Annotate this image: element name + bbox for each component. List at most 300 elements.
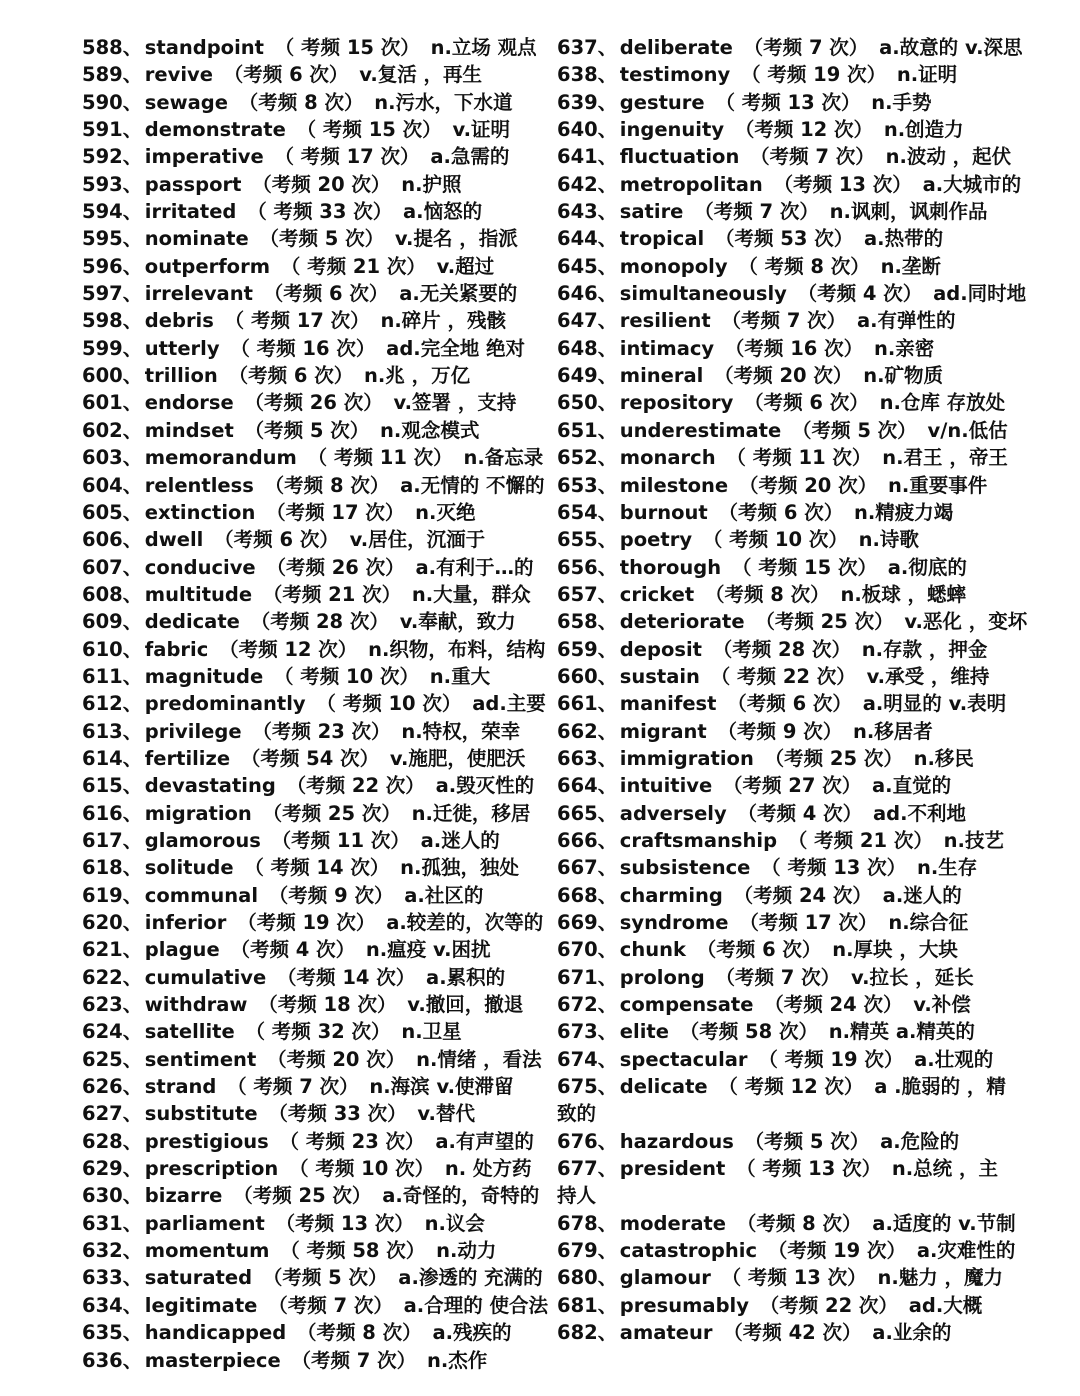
entry-word: satellite: [144, 1020, 235, 1044]
entry-frequency: （ 考频 23 次）: [279, 1129, 425, 1153]
entry-word: trillion: [144, 364, 218, 388]
entry-meaning: v.承受 ，维持: [866, 664, 990, 688]
entry-word: moderate: [619, 1211, 727, 1235]
vocab-entry: [82, 362, 537, 389]
entry-word: glamorous: [144, 828, 261, 852]
entry-frequency: （考频 5 次）: [744, 1129, 870, 1153]
vocab-entry: [82, 225, 537, 252]
vocab-entry: [557, 827, 1017, 854]
entry-word: deliberate: [619, 36, 733, 59]
entry-meaning: ad.主要: [472, 692, 546, 716]
entry-meaning: n.移民: [913, 746, 974, 770]
entry-word: underestimate: [619, 418, 782, 442]
entry-meaning: v.施肥，使肥沃: [389, 746, 526, 770]
entry-number: 612、: [82, 692, 143, 716]
entry-word: legitimate: [144, 1293, 258, 1317]
vocab-entry: [557, 772, 1017, 799]
vocab-entry: [82, 800, 537, 827]
vocab-entry: [82, 1319, 537, 1346]
entry-meaning: n.迁徙，移居: [411, 801, 531, 825]
entry-meaning: a.无情的 不懈的: [400, 473, 545, 497]
entry-word: magnitude: [144, 664, 264, 688]
vocab-entry: [82, 389, 537, 416]
entry-word: multitude: [144, 582, 253, 606]
vocab-entry: [82, 936, 537, 963]
entry-word: fabric: [144, 637, 209, 661]
vocab-entry: [82, 89, 537, 116]
entry-meaning: n.魅力 ，魔力: [877, 1266, 1004, 1290]
vocab-entry: [557, 1155, 1017, 1210]
entry-meaning: a.急需的: [430, 145, 510, 169]
entry-meaning: n.碎片 ，残骸: [380, 309, 507, 333]
entry-meaning: a.故意的 v.深思: [879, 36, 1023, 59]
vocab-entry: [557, 964, 1017, 991]
entry-frequency: （ 考频 11 次）: [307, 446, 453, 470]
vocab-entry: [557, 253, 1017, 280]
entry-word: deposit: [619, 637, 702, 661]
entry-number: 677、: [557, 1157, 618, 1181]
vocab-entry: [82, 143, 537, 170]
entry-word: momentum: [144, 1239, 270, 1263]
entry-word: catastrophic: [619, 1239, 758, 1263]
entry-frequency: （考频 21 次）: [262, 582, 402, 606]
entry-meaning: n.卫星: [401, 1020, 462, 1044]
vocab-entry: [557, 1264, 1017, 1291]
entry-word: passport: [144, 172, 242, 196]
entry-meaning: n.厚块 ，大块: [832, 938, 958, 962]
entry-word: prolong: [619, 965, 705, 989]
entry-number: 589、: [82, 63, 143, 87]
entry-meaning: a.明显的 v.表明: [862, 692, 1007, 716]
vocab-entry: [557, 936, 1017, 963]
entry-meaning: v.签署 ，支持: [393, 391, 517, 415]
entry-word: chunk: [619, 938, 686, 962]
entry-number: 627、: [82, 1102, 143, 1126]
entry-frequency: （ 考频 11 次）: [726, 446, 872, 470]
entry-word: ingenuity: [619, 118, 725, 142]
entry-meaning: n. 处方药: [444, 1157, 532, 1181]
entry-word: monarch: [619, 446, 716, 470]
entry-number: 617、: [82, 828, 143, 852]
entry-frequency: （ 考频 22 次）: [710, 664, 856, 688]
entry-number: 588、: [82, 36, 143, 59]
entry-number: 662、: [557, 719, 618, 743]
entry-word: bizarre: [144, 1184, 223, 1208]
entry-frequency: （ 考频 13 次）: [721, 1266, 867, 1290]
entry-word: amateur: [619, 1321, 713, 1345]
entry-number: 605、: [82, 500, 143, 524]
entry-frequency: （考频 6 次）: [228, 364, 354, 388]
vocab-entry: [82, 417, 537, 444]
entry-number: 639、: [557, 90, 618, 114]
entry-word: glamour: [619, 1266, 711, 1290]
vocab-entry: [557, 690, 1017, 717]
entry-number: 615、: [82, 774, 143, 798]
entry-frequency: （ 考频 8 次）: [738, 254, 870, 278]
entry-word: communal: [144, 883, 258, 907]
entry-number: 656、: [557, 555, 618, 579]
entry-frequency: （考频 16 次）: [724, 336, 864, 360]
entry-word: satire: [619, 200, 684, 224]
entry-number: 659、: [557, 637, 618, 661]
entry-word: repository: [619, 391, 734, 415]
vocab-entry: [82, 472, 545, 499]
entry-number: 654、: [557, 500, 618, 524]
entry-meaning: a.彻底的: [887, 555, 967, 579]
vocab-entry: [82, 1073, 537, 1100]
entry-meaning: n.讽刺，讽刺作品: [829, 200, 988, 224]
entry-frequency: （考频 19 次）: [237, 911, 376, 934]
entry-frequency: （考频 14 次）: [277, 965, 416, 989]
entry-meaning: a.累积的: [426, 965, 506, 989]
entry-frequency: （ 考频 12 次）: [718, 1075, 864, 1099]
entry-number: 608、: [82, 582, 143, 606]
vocab-entry: [557, 171, 1022, 198]
vocab-entry: [82, 1292, 548, 1319]
entry-meaning: n.亲密: [873, 336, 935, 360]
entry-frequency: （ 考频 10 次）: [316, 692, 462, 716]
entry-word: imperative: [144, 145, 264, 169]
entry-frequency: （考频 6 次）: [718, 500, 844, 524]
entry-number: 620、: [82, 911, 143, 934]
entry-frequency: （考频 7 次）: [750, 145, 875, 169]
entry-word: endorse: [144, 391, 234, 415]
entry-frequency: （考频 17 次）: [266, 500, 405, 524]
entry-meaning: v.超过: [436, 254, 495, 278]
vocab-entry: [557, 554, 1017, 581]
entry-meaning: n.大量，群众: [411, 582, 531, 606]
entry-frequency: （考频 7 次）: [721, 309, 847, 333]
entry-word: resilient: [619, 309, 711, 333]
vocab-entry: [82, 854, 537, 881]
entry-meaning: a.迷人的: [420, 828, 500, 852]
vocab-entry: [82, 663, 537, 690]
entry-number: 590、: [82, 90, 143, 114]
entry-number: 669、: [557, 911, 618, 934]
entry-frequency: （考频 7 次）: [715, 965, 841, 989]
entry-meaning: n.证明: [896, 63, 958, 87]
entry-frequency: （ 考频 17 次）: [274, 145, 420, 169]
entry-word: masterpiece: [144, 1348, 281, 1372]
entry-frequency: （ 考频 13 次）: [715, 90, 861, 114]
entry-meaning: a.残疾的: [432, 1321, 512, 1345]
entry-word: presumably: [619, 1293, 749, 1317]
entry-frequency: （考频 6 次）: [223, 63, 349, 87]
entry-word: predominantly: [144, 692, 306, 716]
vocab-entry: [82, 718, 537, 745]
entry-meaning: n.护照: [401, 172, 462, 196]
entry-number: 671、: [557, 965, 618, 989]
entry-meaning: n.重要事件: [887, 473, 988, 497]
entry-frequency: （ 考频 10 次）: [273, 664, 419, 688]
entry-word: strand: [144, 1075, 217, 1099]
vocab-entry: [82, 280, 537, 307]
entry-frequency: （考频 25 次）: [755, 610, 894, 634]
entry-number: 647、: [557, 309, 618, 333]
entry-meaning: n.重大: [429, 664, 491, 688]
vocab-entry: [557, 1319, 1017, 1346]
entry-frequency: （考频 8 次）: [736, 1211, 862, 1235]
entry-number: 640、: [557, 118, 618, 142]
entry-frequency: （考频 6 次）: [696, 938, 822, 962]
entry-number: 663、: [557, 746, 618, 770]
vocab-entry: [82, 444, 544, 471]
vocab-entry: [82, 581, 537, 608]
entry-meaning: v.居住，沉湎于: [349, 528, 486, 552]
entry-word: immigration: [619, 746, 754, 770]
entry-meaning: n.精英 a.精英的: [828, 1020, 975, 1044]
entry-frequency: （考频 7 次）: [268, 1293, 393, 1317]
vocab-entry: [557, 608, 1028, 635]
entry-frequency: （考频 12 次）: [219, 637, 358, 661]
entry-meaning: v/n.低估: [927, 418, 1008, 442]
vocab-entry: [82, 690, 546, 717]
entry-word: poetry: [619, 528, 693, 552]
entry-frequency: （考频 12 次）: [734, 118, 874, 142]
entry-frequency: （ 考频 19 次）: [741, 63, 887, 87]
vocab-entry: [557, 499, 1017, 526]
entry-number: 642、: [557, 172, 618, 196]
vocab-entry: [557, 991, 1017, 1018]
entry-meaning: n.仓库 存放处: [879, 391, 1006, 415]
entry-number: 667、: [557, 856, 618, 880]
entry-word: relentless: [144, 473, 254, 497]
entry-frequency: （考频 23 次）: [252, 719, 391, 743]
entry-number: 610、: [82, 637, 143, 661]
vocab-entry: [557, 307, 1017, 334]
entry-number: 666、: [557, 828, 618, 852]
entry-frequency: （考频 8 次）: [705, 582, 830, 606]
entry-number: 607、: [82, 555, 143, 579]
vocabulary-column-left: [82, 34, 548, 1374]
entry-meaning: v.撤回，撤退: [407, 993, 524, 1017]
entry-frequency: （ 考频 10 次）: [289, 1157, 435, 1181]
vocab-entry: [82, 198, 537, 225]
entry-word: solitude: [144, 856, 234, 880]
entry-number: 597、: [82, 282, 143, 306]
vocab-entry: [557, 280, 1027, 307]
entry-word: hazardous: [619, 1129, 734, 1153]
vocab-entry: [82, 909, 544, 936]
entry-number: 650、: [557, 391, 618, 415]
entry-meaning: a.奇怪的，奇特的: [382, 1184, 540, 1208]
entry-meaning: a.业余的: [872, 1321, 952, 1345]
entry-word: subsistence: [619, 856, 751, 880]
entry-word: plague: [144, 938, 220, 962]
vocab-entry: [82, 307, 537, 334]
entry-frequency: （考频 53 次）: [714, 227, 854, 251]
entry-word: utterly: [144, 336, 220, 360]
entry-word: intimacy: [619, 336, 715, 360]
entry-meaning: n.污水，下水道: [374, 90, 513, 114]
entry-number: 633、: [82, 1266, 143, 1290]
vocab-entry: [557, 1073, 1017, 1128]
entry-number: 681、: [557, 1293, 618, 1317]
entry-frequency: （考频 20 次）: [267, 1047, 406, 1071]
entry-frequency: （考频 5 次）: [244, 418, 370, 442]
entry-meaning: n.立场 观点: [430, 36, 537, 59]
entry-word: conducive: [144, 555, 256, 579]
entry-word: delicate: [619, 1075, 708, 1099]
entry-number: 670、: [557, 938, 618, 962]
entry-frequency: （考频 58 次）: [679, 1020, 818, 1044]
entry-frequency: （考频 13 次）: [275, 1211, 414, 1235]
vocab-entry: [82, 745, 537, 772]
entry-meaning: n.垄断: [880, 254, 941, 278]
entry-word: testimony: [619, 63, 731, 87]
vocab-entry: [82, 1264, 543, 1291]
entry-number: 631、: [82, 1211, 143, 1235]
vocab-entry: [557, 89, 1017, 116]
vocab-entry: [82, 253, 537, 280]
entry-frequency: （考频 5 次）: [262, 1266, 388, 1290]
entry-number: 645、: [557, 254, 618, 278]
entry-word: fertilize: [144, 746, 231, 770]
entry-frequency: （ 考频 33 次）: [247, 200, 393, 224]
entry-meaning: a.较差的，次等的: [386, 911, 544, 934]
entry-meaning: n.海滨 v.使滞留: [369, 1075, 514, 1099]
entry-frequency: （考频 25 次）: [764, 746, 903, 770]
entry-number: 675、: [557, 1075, 618, 1099]
entry-number: 632、: [82, 1239, 143, 1263]
vocab-entry: [82, 554, 537, 581]
entry-meaning: n.总统 ，主持人: [557, 1157, 998, 1208]
entry-frequency: （考频 7 次）: [694, 200, 819, 224]
vocab-entry: [557, 389, 1017, 416]
entry-number: 679、: [557, 1239, 618, 1263]
entry-meaning: n.瘟疫 v.困扰: [365, 938, 491, 962]
vocab-entry: [557, 800, 1017, 827]
entry-frequency: （考频 20 次）: [714, 364, 853, 388]
entry-number: 594、: [82, 200, 143, 224]
vocab-entry: [82, 608, 537, 635]
entry-meaning: a.渗透的 充满的: [398, 1266, 543, 1290]
entry-number: 664、: [557, 774, 618, 798]
vocab-entry: [557, 1018, 1017, 1045]
entry-word: irritated: [144, 200, 237, 224]
entry-number: 653、: [557, 473, 618, 497]
entry-frequency: （ 考频 7 次）: [227, 1075, 359, 1099]
entry-frequency: （考频 22 次）: [286, 774, 425, 798]
entry-number: 638、: [557, 63, 618, 87]
entry-meaning: n.议会: [424, 1211, 485, 1235]
entry-number: 591、: [82, 118, 143, 142]
entry-word: migration: [144, 801, 252, 825]
entry-number: 599、: [82, 336, 143, 360]
vocab-entry: [557, 882, 1017, 909]
entry-number: 635、: [82, 1321, 143, 1345]
entry-number: 613、: [82, 719, 143, 743]
vocab-entry: [82, 34, 537, 61]
vocab-entry: [82, 1155, 537, 1182]
entry-frequency: （考频 4 次）: [230, 938, 356, 962]
entry-number: 602、: [82, 418, 143, 442]
entry-frequency: （ 考频 32 次）: [245, 1020, 391, 1044]
entry-word: manifest: [619, 692, 717, 716]
entry-frequency: （考频 4 次）: [797, 282, 923, 306]
entry-frequency: （考频 5 次）: [259, 227, 385, 251]
entry-word: president: [619, 1157, 726, 1181]
entry-meaning: a.大城市的: [922, 172, 1022, 196]
vocab-entry: [557, 1046, 1017, 1073]
entry-frequency: （考频 6 次）: [214, 528, 339, 552]
entry-meaning: a.社区的: [404, 883, 484, 907]
entry-frequency: （考频 33 次）: [268, 1102, 407, 1126]
entry-meaning: v.恶化 ，变坏: [904, 610, 1028, 634]
entry-meaning: a.适度的 v.节制: [872, 1211, 1016, 1235]
entry-meaning: a.危险的: [880, 1129, 960, 1153]
entry-meaning: n.备忘录: [463, 446, 544, 470]
vocab-entry: [82, 882, 537, 909]
entry-frequency: （考频 22 次）: [759, 1293, 898, 1317]
entry-meaning: n.存款 ，押金: [861, 637, 988, 661]
entry-frequency: （ 考频 10 次）: [702, 528, 848, 552]
entry-meaning: a.灾难性的: [916, 1239, 1016, 1263]
entry-frequency: （考频 27 次）: [723, 774, 862, 798]
entry-frequency: （ 考频 13 次）: [761, 856, 907, 880]
entry-number: 626、: [82, 1075, 143, 1099]
entry-word: milestone: [619, 473, 729, 497]
entry-word: tropical: [619, 227, 705, 251]
entry-frequency: （考频 8 次）: [264, 473, 390, 497]
entry-meaning: a.有声望的: [435, 1129, 534, 1153]
entry-word: withdraw: [144, 993, 248, 1017]
vocab-entry: [557, 663, 1017, 690]
entry-frequency: （考频 20 次）: [252, 172, 391, 196]
entry-word: mineral: [619, 364, 704, 388]
entry-word: revive: [144, 63, 213, 87]
entry-frequency: （考频 7 次）: [291, 1348, 417, 1372]
entry-word: substitute: [144, 1102, 258, 1126]
entry-word: standpoint: [144, 36, 264, 59]
entry-number: 672、: [557, 993, 618, 1017]
entry-number: 673、: [557, 1020, 618, 1044]
entry-number: 600、: [82, 364, 143, 388]
entry-meaning: v.奉献，致力: [399, 610, 516, 634]
entry-meaning: v.拉长 ，延长: [850, 965, 974, 989]
entry-number: 628、: [82, 1129, 143, 1153]
entry-frequency: （ 考频 15 次）: [731, 555, 877, 579]
entry-word: saturated: [144, 1266, 253, 1290]
entry-number: 657、: [557, 582, 618, 606]
entry-number: 661、: [557, 692, 618, 716]
entry-number: 644、: [557, 227, 618, 251]
entry-word: dedicate: [144, 610, 240, 634]
entry-number: 668、: [557, 883, 618, 907]
entry-word: intuitive: [619, 774, 713, 798]
entry-frequency: （ 考频 21 次）: [787, 828, 933, 852]
entry-frequency: （考频 26 次）: [244, 391, 383, 415]
entry-number: 618、: [82, 856, 143, 880]
vocab-entry: [82, 526, 537, 553]
vocab-entry: [557, 472, 1017, 499]
entry-frequency: （考频 4 次）: [737, 801, 863, 825]
entry-word: demonstrate: [144, 118, 286, 142]
entry-meaning: n.观念模式: [380, 418, 480, 442]
entry-number: 678、: [557, 1211, 618, 1235]
entry-number: 682、: [557, 1321, 618, 1345]
entry-word: privilege: [144, 719, 242, 743]
entry-meaning: n.情绪 ，看法: [416, 1047, 542, 1071]
entry-meaning: n.板球 ，蟋蟀: [840, 582, 967, 606]
entry-frequency: （考频 19 次）: [767, 1239, 907, 1263]
entry-number: 630、: [82, 1184, 143, 1208]
vocab-entry: [557, 1292, 1017, 1319]
entry-number: 619、: [82, 883, 143, 907]
entry-word: inferior: [144, 911, 227, 934]
vocab-entry: [82, 964, 537, 991]
vocab-entry: [82, 1182, 540, 1209]
